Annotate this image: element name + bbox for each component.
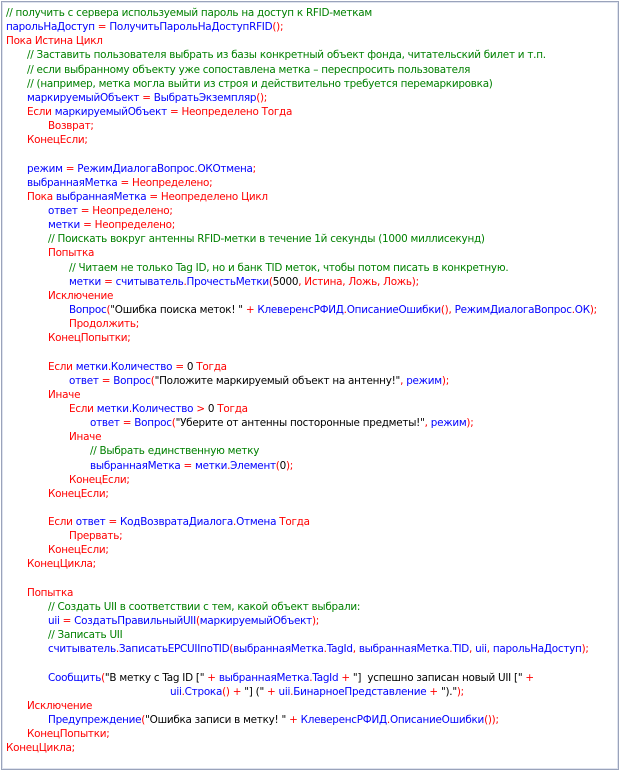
code-token: Исключение [48, 289, 114, 302]
code-token: "Ошибка поиска меток! " [110, 303, 243, 316]
code-line [6, 331, 614, 345]
code-token: Тогда [193, 360, 227, 373]
code-token: Возврат; [48, 120, 94, 133]
code-line [6, 727, 614, 741]
code-line [6, 586, 614, 600]
code-token: . [194, 162, 198, 175]
code-token: Истина [304, 275, 343, 288]
code-token: Попытка [48, 247, 95, 260]
code-token: = [101, 275, 116, 288]
code-token: КонецЕсли; [69, 473, 130, 486]
code-line [6, 360, 614, 374]
code-line [6, 572, 614, 586]
code-token: ВыбратьЭкземпляр [153, 91, 257, 104]
code-token: Неопределено Тогда [181, 105, 293, 118]
code-line [6, 345, 614, 359]
code-line [6, 656, 614, 670]
code-token: , [298, 275, 305, 288]
code-token: ответ [69, 374, 99, 387]
code-line [6, 741, 614, 755]
code-token: метки [48, 219, 81, 232]
code-line [6, 374, 614, 388]
code-line [6, 430, 614, 444]
code-line [6, 515, 614, 529]
code-token: Предупреждение [48, 714, 142, 727]
code-token: Вопрос [134, 417, 172, 430]
code-token: Вопрос [113, 374, 151, 387]
code-token: , [486, 643, 493, 656]
code-line [6, 501, 614, 515]
code-token: = [62, 162, 78, 175]
code-token: , [352, 643, 359, 656]
code-token: КонецПопытки; [48, 332, 131, 345]
code-token: Иначе [69, 431, 102, 444]
code-token: = [105, 516, 121, 529]
code-line [6, 261, 614, 275]
code-token: парольНаДоступ [6, 21, 95, 34]
code-token: . [290, 685, 294, 698]
code-token: // Поискать вокруг антенны RFID-метки в течение 1й секунды (1000 миллисекунд) [48, 233, 485, 246]
code-listing [6, 6, 614, 755]
code-token: "Уберите от антенны посторонные предметы!" [175, 417, 425, 430]
code-token: 0 [207, 402, 215, 415]
code-token: РежимДиалогаВопрос [77, 162, 195, 175]
code-line [6, 473, 614, 487]
code-token: маркируемыйОбъект [27, 91, 140, 104]
code-token: Количество [110, 360, 173, 373]
code-line [6, 176, 614, 190]
code-token: КонецЦикла; [6, 742, 75, 755]
code-token: Если [69, 402, 97, 415]
code-token: ); [456, 685, 464, 698]
code-token: . [233, 516, 237, 529]
code-token: uii [278, 685, 291, 698]
code-token: выбраннаяМетка [233, 643, 324, 656]
code-token: // Записать UII [48, 629, 123, 642]
code-token: ответ [48, 204, 78, 217]
code-line [6, 246, 614, 260]
code-token: выбраннаяМетка [358, 643, 450, 656]
code-token: + [263, 685, 279, 698]
code-token: Исключение [27, 699, 93, 712]
code-token: метки [195, 459, 228, 472]
code-token: // (например, метка могла выйти из строя и действительно требуется перемаркировка) [27, 77, 493, 90]
code-token: Если [48, 360, 76, 373]
code-line [6, 459, 614, 473]
code-token: 0 [186, 360, 194, 373]
code-token: режим [27, 162, 63, 175]
code-line [6, 699, 614, 713]
code-token: + [204, 671, 219, 684]
code-token: , [400, 374, 407, 387]
code-token: = [180, 459, 196, 472]
code-line [6, 48, 614, 62]
code-token: ОписаниеОшибки [346, 303, 441, 316]
code-token: КонецЕсли; [48, 544, 109, 557]
code-line [6, 63, 614, 77]
code-line [6, 133, 614, 147]
code-token: ответ [75, 516, 106, 529]
code-token: // получить с сервера используемый пароль на доступ к RFID-меткам [6, 7, 372, 19]
code-token: "] успешно записан новый UII [" [352, 671, 523, 684]
code-line [6, 487, 614, 501]
code-token: (), [440, 303, 455, 316]
code-line [6, 671, 614, 685]
code-token: = [59, 615, 75, 628]
code-token: метки [69, 275, 102, 288]
code-token: ( [150, 374, 155, 387]
code-token: . [181, 685, 185, 698]
code-token: "Ошибка записи в метку! " [145, 714, 287, 727]
code-line [6, 190, 614, 204]
code-token: = [80, 219, 95, 232]
code-token: . [183, 275, 187, 288]
code-line [6, 543, 614, 557]
code-token: // Создать UII в соответствии с тем, какой объект выбрали: [48, 600, 361, 613]
code-token: КлеверенсРФИД [257, 303, 344, 316]
code-token: Неопределено; [92, 204, 173, 217]
code-token: = [172, 360, 187, 373]
code-token: . [309, 671, 313, 684]
code-token: РежимДиалогаВопрос [454, 303, 572, 316]
code-token: БинарноеПредставление [293, 685, 427, 698]
code-line [6, 162, 614, 176]
code-line [6, 303, 614, 317]
code-token: . [107, 360, 111, 373]
code-token: ); [589, 303, 597, 316]
code-line [6, 529, 614, 543]
code-line [6, 402, 614, 416]
code-token: . [449, 643, 453, 656]
code-token: TID [452, 643, 470, 656]
code-token: . [128, 402, 132, 415]
code-token: маркируемыйОбъект [199, 615, 312, 628]
code-token: + [229, 685, 245, 698]
code-token: uii [475, 643, 487, 656]
code-token: = [94, 21, 110, 34]
code-token: Тогда [214, 402, 248, 415]
code-token: ); [411, 275, 419, 288]
code-line [6, 289, 614, 303]
code-token: "Положите маркируемый объект на антенну!" [154, 374, 401, 387]
code-token: Сообщить [48, 671, 102, 684]
code-token: uii [48, 615, 60, 628]
code-token: считыватель [115, 275, 184, 288]
code-token: ОК [574, 303, 590, 316]
code-window [1, 1, 619, 770]
code-token: . [343, 303, 347, 316]
code-line [6, 600, 614, 614]
code-token: "] (" [244, 685, 264, 698]
code-token: ); [311, 615, 319, 628]
code-line [6, 416, 614, 430]
code-token: Неопределено; [132, 176, 213, 189]
code-token: + [286, 714, 301, 727]
code-line [6, 275, 614, 289]
code-token: Прервать; [69, 530, 123, 543]
code-token: метки [75, 360, 108, 373]
code-token: ); [466, 417, 474, 430]
code-line [6, 6, 614, 20]
code-token: Количество [131, 402, 194, 415]
code-token: Продолжить; [69, 318, 139, 331]
code-line [6, 204, 614, 218]
code-token: ; [252, 162, 256, 175]
code-token: ); [441, 374, 449, 387]
code-token: + [426, 685, 441, 698]
code-token: = [98, 374, 114, 387]
code-token: метки [96, 402, 129, 415]
code-token: КонецЦикла; [27, 558, 96, 571]
code-token: выбраннаяМетка [55, 190, 147, 203]
code-line [6, 77, 614, 91]
code-token: Если [27, 105, 55, 118]
code-token: . [115, 643, 119, 656]
code-token: маркируемыйОбъект [54, 105, 167, 118]
code-line [6, 685, 614, 699]
code-token: КонецЕсли; [48, 487, 109, 500]
code-token: Ложь [383, 275, 412, 288]
code-token: uii [170, 685, 182, 698]
code-token: КонецЕсли; [27, 134, 88, 147]
code-token: + [522, 671, 534, 684]
code-token: парольНаДоступ [492, 643, 582, 656]
code-line [6, 628, 614, 642]
code-token: ответ [90, 417, 120, 430]
code-token: ОКОтмена [197, 162, 253, 175]
code-token: ЗаписатьEPCUIIпоTID [118, 643, 230, 656]
code-token: КонецПопытки; [27, 728, 110, 741]
code-token: Пока Истина Цикл [6, 35, 103, 48]
code-token: + [242, 303, 258, 316]
code-token: = [119, 417, 135, 430]
code-token: Иначе [48, 388, 81, 401]
code-token: . [323, 643, 327, 656]
code-token: Элемент [230, 459, 276, 472]
code-line [6, 317, 614, 331]
code-token: ПрочестьМетки [186, 275, 269, 288]
code-token: , [469, 643, 476, 656]
code-token: ); [581, 643, 589, 656]
code-line [6, 713, 614, 727]
code-line [6, 20, 614, 34]
code-token: ПолучитьПарольНаДоступRFID [109, 21, 273, 34]
code-token: // Читаем не только Tag ID, но и банк TID меток, чтобы потом писать в конкретную. [69, 261, 509, 274]
code-line [6, 147, 614, 161]
code-token: (); [272, 21, 284, 34]
code-token: = [166, 105, 182, 118]
code-token: () [222, 685, 230, 698]
code-line [6, 119, 614, 133]
code-token: СоздатьПравильныйUII [74, 615, 196, 628]
code-token: ( [101, 671, 105, 684]
code-token: Вопрос [69, 303, 107, 316]
code-line [6, 444, 614, 458]
code-line [6, 614, 614, 628]
code-token: = [139, 91, 154, 104]
code-token: ОписаниеОшибки [389, 714, 485, 727]
code-token: КодВозвратаДиалога [120, 516, 234, 529]
code-token: 0 [279, 459, 286, 472]
code-token: Ложь [348, 275, 378, 288]
code-token: КлеверенсРФИД [300, 714, 387, 727]
code-token: ()); [484, 714, 499, 727]
code-token: ); [285, 459, 294, 472]
code-token: ( [229, 643, 234, 656]
code-token: выбраннаяМетка [90, 459, 181, 472]
code-token: // если выбранному объекту уже сопоставлена метка – переспросить пользователя [27, 63, 471, 76]
code-token: Строка [184, 685, 223, 698]
code-token: ( [195, 615, 200, 628]
code-token: . [386, 714, 390, 727]
code-token: ( [268, 275, 273, 288]
code-token: считыватель [48, 643, 116, 656]
code-token: , [377, 275, 384, 288]
code-token: ( [171, 417, 176, 430]
code-token: > [193, 402, 208, 415]
code-token: TagId [312, 671, 339, 684]
code-token: Попытка [27, 586, 74, 599]
code-token: = [77, 204, 93, 217]
code-token: = [146, 190, 161, 203]
code-token: Пока [27, 190, 56, 203]
code-token: Неопределено Цикл [160, 190, 268, 203]
code-token: ( [275, 459, 280, 472]
code-token: Неопределено; [94, 219, 175, 232]
code-token: Тогда [276, 516, 310, 529]
code-token: = [117, 176, 133, 189]
code-line [6, 642, 614, 656]
code-token: ")." [440, 685, 457, 698]
code-token: + [338, 671, 353, 684]
code-token: выбраннаяМетка [27, 176, 118, 189]
code-token: режим [430, 417, 467, 430]
code-token: выбраннаяМетка [218, 671, 310, 684]
code-token: , [424, 417, 431, 430]
code-line [6, 388, 614, 402]
code-token: режим [406, 374, 442, 387]
code-token: 5000 [272, 275, 299, 288]
code-token: ( [141, 714, 146, 727]
code-token: "В метку с Tag ID [" [104, 671, 205, 684]
code-token: Если [48, 516, 76, 529]
code-line [6, 557, 614, 571]
code-line [6, 232, 614, 246]
code-token: // Выбрать единственную метку [90, 445, 260, 458]
code-line [6, 91, 614, 105]
code-token: Отмена [236, 516, 277, 529]
code-line [6, 34, 614, 48]
code-token: . [571, 303, 575, 316]
code-token: TagId [326, 643, 353, 656]
code-token: . [227, 459, 231, 472]
code-token: , [342, 275, 349, 288]
code-line [6, 218, 614, 232]
code-line [6, 105, 614, 119]
code-token: (); [256, 91, 268, 104]
code-token: ( [106, 303, 111, 316]
code-token: // Заставить пользователя выбрать из базы конкретный объект фонда, читательский билет и т.п. [27, 49, 546, 62]
